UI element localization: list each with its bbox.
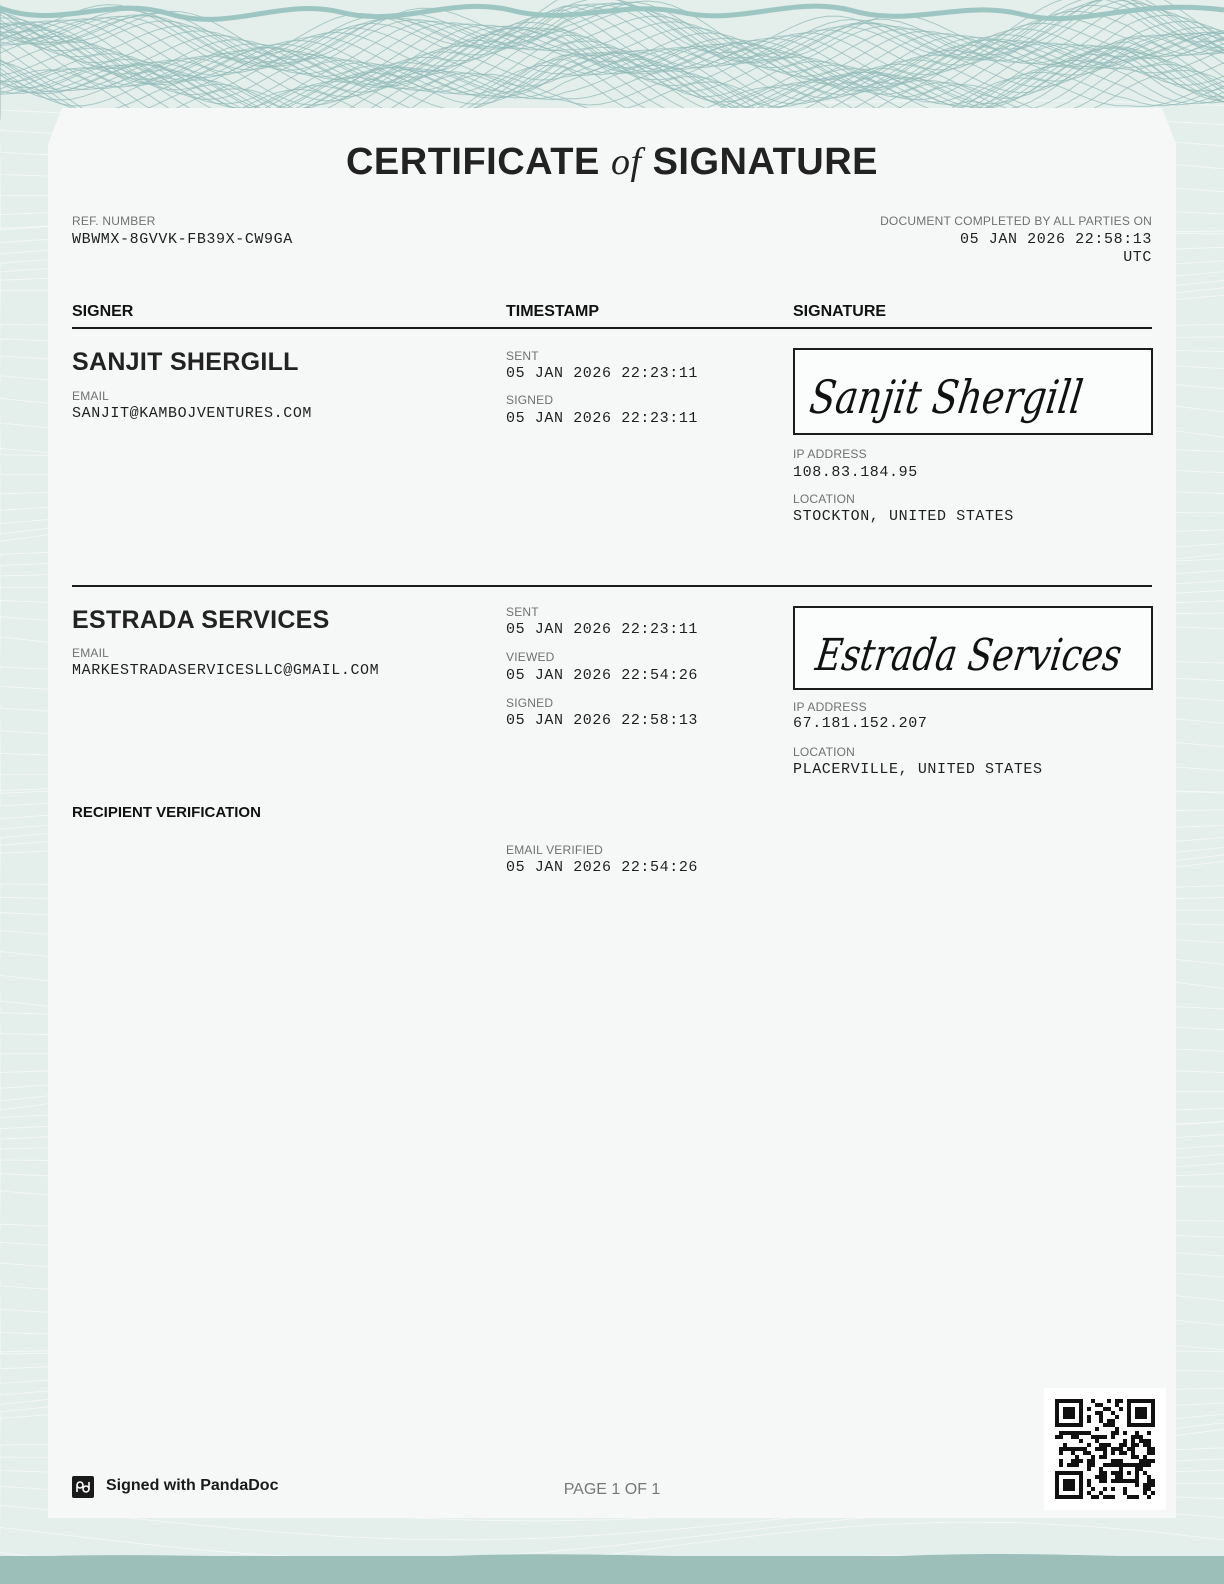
location-value: STOCKTON, UNITED STATES — [793, 508, 1014, 525]
signer-divider — [72, 585, 1152, 587]
signer-email: SANJIT@KAMBOJVENTURES.COM — [72, 405, 313, 422]
event-label: SENT — [506, 605, 539, 619]
title-part1: CERTIFICATE — [345, 141, 600, 183]
email-verified-timestamp: 05 JAN 2026 22:54:26 — [506, 859, 699, 876]
page-number: PAGE 1 OF 1 — [563, 1481, 661, 1498]
signed-with-pandadoc: Signed with PandaDoc — [106, 1477, 279, 1494]
title-part2: SIGNATURE — [652, 141, 879, 183]
ref-number-value: WBWMX-8GVVK-FB39X-CW9GA — [72, 231, 293, 248]
email-verified-label: EMAIL VERIFIED — [506, 843, 604, 857]
handwritten-signature — [795, 608, 1198, 688]
event-label: SIGNED — [506, 393, 554, 407]
ip-label: IP ADDRESS — [793, 700, 867, 714]
header-divider — [72, 327, 1152, 329]
ref-number-label: REF. NUMBER — [72, 214, 156, 228]
qr-code-icon — [1044, 1388, 1166, 1510]
signature-text: Sanjit Shergill — [806, 370, 1149, 424]
email-label: EMAIL — [72, 389, 110, 403]
column-header-timestamp: TIMESTAMP — [506, 303, 600, 320]
email-label: EMAIL — [72, 646, 110, 660]
event-timestamp: 05 JAN 2026 22:23:11 — [506, 410, 699, 427]
location-label: LOCATION — [793, 745, 856, 759]
location-value: PLACERVILLE, UNITED STATES — [793, 761, 1043, 778]
ip-label: IP ADDRESS — [793, 447, 867, 461]
location-label: LOCATION — [793, 492, 856, 506]
signer-name: SANJIT SHERGILL — [72, 348, 299, 376]
signer-name: ESTRADA SERVICES — [72, 606, 330, 634]
recipient-verification-heading: RECIPIENT VERIFICATION — [72, 804, 261, 821]
event-label: SIGNED — [506, 696, 554, 710]
event-timestamp: 05 JAN 2026 22:54:26 — [506, 667, 699, 684]
column-header-signer: SIGNER — [72, 303, 134, 320]
signature-text: Estrada Services — [812, 630, 1198, 681]
signature-box — [793, 606, 1198, 690]
completed-label: DOCUMENT COMPLETED BY ALL PARTIES ON — [880, 214, 1152, 228]
signature-box — [793, 348, 1153, 435]
signer-email: MARKESTRADASERVICESLLC@GMAIL.COM — [72, 662, 380, 679]
title-connector: of — [610, 141, 642, 183]
handwritten-signature — [795, 350, 1151, 433]
completed-value: 05 JAN 2026 22:58:13 — [959, 231, 1152, 248]
event-label: VIEWED — [506, 650, 555, 664]
event-timestamp: 05 JAN 2026 22:58:13 — [506, 712, 699, 729]
event-timestamp: 05 JAN 2026 22:23:11 — [506, 365, 699, 382]
completed-timezone: UTC — [1123, 249, 1152, 266]
certificate-title — [0, 140, 1224, 184]
ip-address: 108.83.184.95 — [793, 464, 918, 481]
event-label: SENT — [506, 349, 539, 363]
column-header-signature: SIGNATURE — [793, 303, 887, 320]
event-timestamp: 05 JAN 2026 22:23:11 — [506, 621, 699, 638]
ip-address: 67.181.152.207 — [793, 715, 928, 732]
bottom-wave — [0, 1548, 1224, 1564]
